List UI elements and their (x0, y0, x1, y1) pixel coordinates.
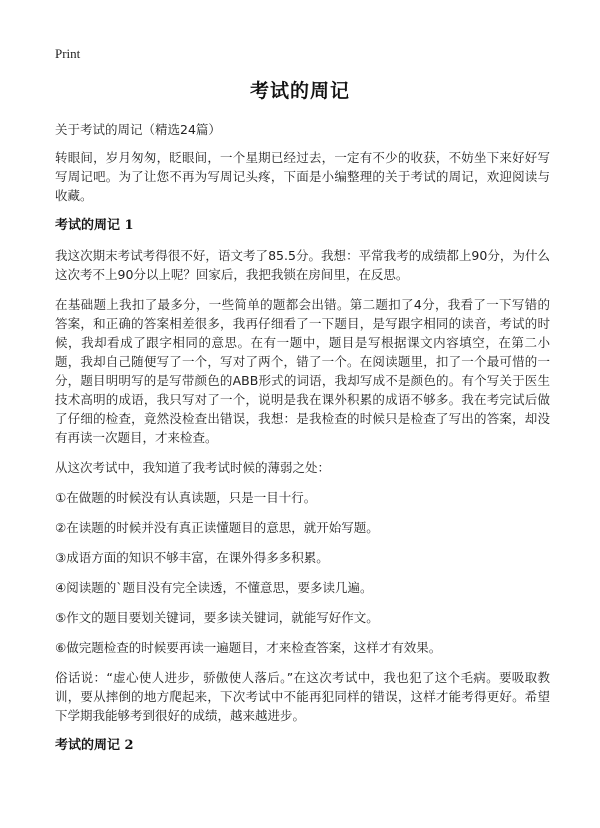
list-item: ⑤作文的题目要划关键词，要多读关键词，就能写好作文。 (55, 610, 379, 625)
list-item: ①在做题的时候没有认真读题，只是一目十行。 (55, 490, 317, 505)
section-heading-1: 考试的周记 1 (55, 218, 134, 233)
paragraph: 从这次考试中，我知道了我考试时候的薄弱之处： (55, 460, 331, 475)
list-item: ③成语方面的知识不够丰富，在课外得多多积累。 (55, 550, 329, 565)
list-item: ④阅读题的`题目没有完全读透，不懂意思，要多读几遍。 (55, 580, 373, 595)
paragraph: 在基础题上我扣了最多分，一些简单的题都会出错。第二题扣了4分，我看了一下写错的答案，和正确的答案相差很多，我再仔细看了一下题目，是写跟字相同的读音，考试的时候，我却看成了跟字相同的意思。在有一题中，题目是写根据课文内容填空，在第二小题，我却自己随便写了一个，写对了两个，错了一个。在阅读题里，扣了一个最可惜的一分，题目明明写的是写带颜色的ABB形式的词语，我却写成不是颜色的。有个写关于医生技术高明的成语，我只写对了一个，说明是我在课外积累的成语不够多。我在考完试后做了仔细的检查，竟然没检查出错误，我想：是我检查的时候只是检查了写出的答案，却没有再读一次题目，才来检查。 (55, 297, 550, 445)
print-link[interactable]: Print (55, 46, 81, 61)
list-item: ②在读题的时候并没有真正读懂题目的意思，就开始写题。 (55, 520, 379, 535)
section-heading-2: 考试的周记 2 (55, 738, 134, 753)
paragraph: 我这次期末考试考得很不好，语文考了85.5分。我想：平常我考的成绩都上90分，为什么这次考不上90分以上呢？回家后，我把我锁在房间里，在反思。 (55, 248, 550, 282)
page-title: 考试的周记 (249, 80, 350, 102)
page-subtitle: 关于考试的周记（精选24篇） (55, 122, 221, 137)
list-item: ⑥做完题检查的时候要再读一遍题目，才来检查答案，这样才有效果。 (55, 640, 442, 655)
paragraph: 俗话说：“虚心使人进步，骄傲使人落后。”在这次考试中，我也犯了这个毛病。要吸取教训，要从摔倒的地方爬起来，下次考试中不能再犯同样的错误，这样才能考得更好。希望下学期我能够考到很好的成绩，越来越进步。 (55, 670, 550, 723)
article-body (55, 148, 550, 766)
intro-paragraph: 转眼间，岁月匆匆，眨眼间，一个星期已经过去，一定有不少的收获，不妨坐下来好好写写周记吧。为了让您不再为写周记头疼，下面是小编整理的关于考试的周记，欢迎阅读与收藏。 (55, 150, 550, 203)
